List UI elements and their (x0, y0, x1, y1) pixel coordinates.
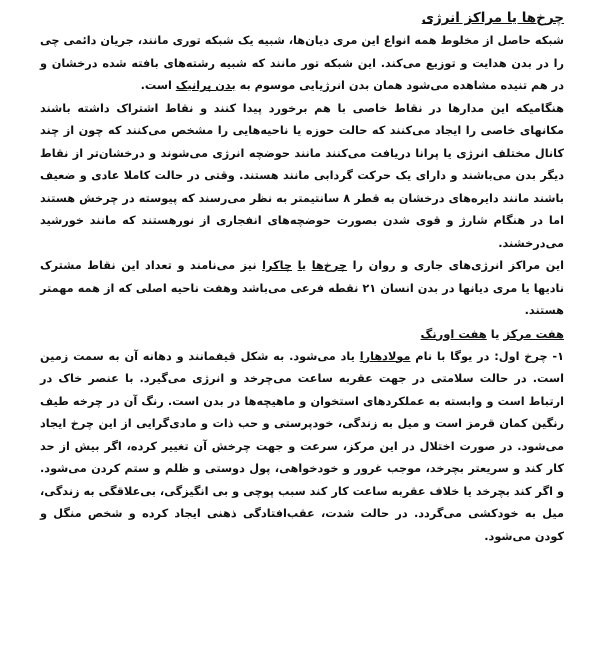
paragraph-chakra-count (40, 255, 564, 323)
subsection-heading (40, 323, 564, 346)
underlined-term: بدن پرانیک (175, 79, 236, 92)
paragraph-pranic-body (40, 30, 564, 98)
underlined-term: چرخ‌ها (311, 259, 348, 272)
paragraph-text: شبکه حاصل از مخلوط همه انواع این مری دیان‌ها، شبیه یک شبکه توری مانند، جریان دائمی چی را در بدن هدایت و توزیع می‌کند. این شبکه تور مانند که شبیه رشته‌های بافته شده درخشان و در هم تنیده مشاهده می‌شود همان بدن انرژیایی موسوم به (40, 34, 564, 92)
paragraph-text: یاد می‌شود. به شکل قیفمانند و دهانه آن به سمت زمین است. در حالت سلامتی در جهت عقربه ساعت می‌چرخد و انرژی می‌گیرد. با عنصر خاک در ارتباط است و وابسته به عملکردهای استخوان و ماهیچه‌ها در بدن است. رنگ آن در چرخه طیف رنگین کمان قرمز است و میل به زندگی، خودپرستی و حب ذات و مادی‌گرایی از این چرخ ایجاد می‌شود. در صورت اختلال در این مرکز، سرعت و جهت چرخش آن تغییر کرده، اگر بیش از حد کار کند و سریعتر بچرخد، موجب غرور و خودخواهی، پول دوستی و ظلم و ستم کردن می‌شود. و اگر کند بچرخد یا خلاف عقربه ساعت کار کند سبب پوچی و بی انگیزگی، بی‌علاقگی به زندگی، میل به خودکشی می‌گردد. در حالت شدت، عقب‌افتادگی ذهنی ایجاد کرده و شخص منگل و کودن می‌شود. (40, 349, 564, 543)
subheading-part: هفت اورنگ (420, 326, 487, 341)
paragraph-text: این مراکز انرژی‌های جاری و روان را (352, 259, 565, 272)
paragraph-text: است. (140, 79, 172, 92)
paragraph-text: ۱- چرخ اول: در یوگا با نام (415, 349, 565, 363)
paragraph-text: نیز می‌نامند و تعداد این نقاط مشترک نادیها یا مری دیانها در بدن انسان ۲۱ نقطه فرعی می‌باشد وهفت ناحیه اصلی که از همه مهمتر هستند. (40, 259, 564, 317)
underlined-term: چاکرا (262, 259, 293, 272)
section-heading: چرخ‌ها یا مراکز انرژی (421, 10, 564, 26)
underlined-term: مولادهارا (359, 349, 411, 363)
subheading-part: هفت مرکز (503, 326, 564, 341)
paragraph-first-chakra (40, 346, 564, 549)
subheading-part: یا (490, 326, 500, 341)
paragraph-energy-centers: هنگامیکه این مدارها در نقاط خاصی با هم برخورد پیدا کنند و نقاط اشتراک داشته باشند مکانهای خاصی را ایجاد می‌کنند که حالت حوزه یا ناحیه‌هایی را مشخص می‌کنند که چون از چند کانال مختلف انرژی یا پرانا دریافت می‌کنند مانند حوضچه انرژی می‌شوند و درخشان‌تر از نقاط دیگر بدن می‌باشند و دارای یک حرکت گردابی مانند هستند. وقتی در حالت کاملا عادی و ضعیف باشند مانند دایره‌های درخشان به قطر ۸ سانتیمتر به نظر می‌رسند که پیوسته در چرخش هستند اما در هنگام شارژ و قوی شدن بصورت حوضچه‌های انفجاری از نورهستند که مانند خورشید می‌درخشند. (40, 101, 564, 250)
paragraph-text: یا (297, 259, 307, 272)
